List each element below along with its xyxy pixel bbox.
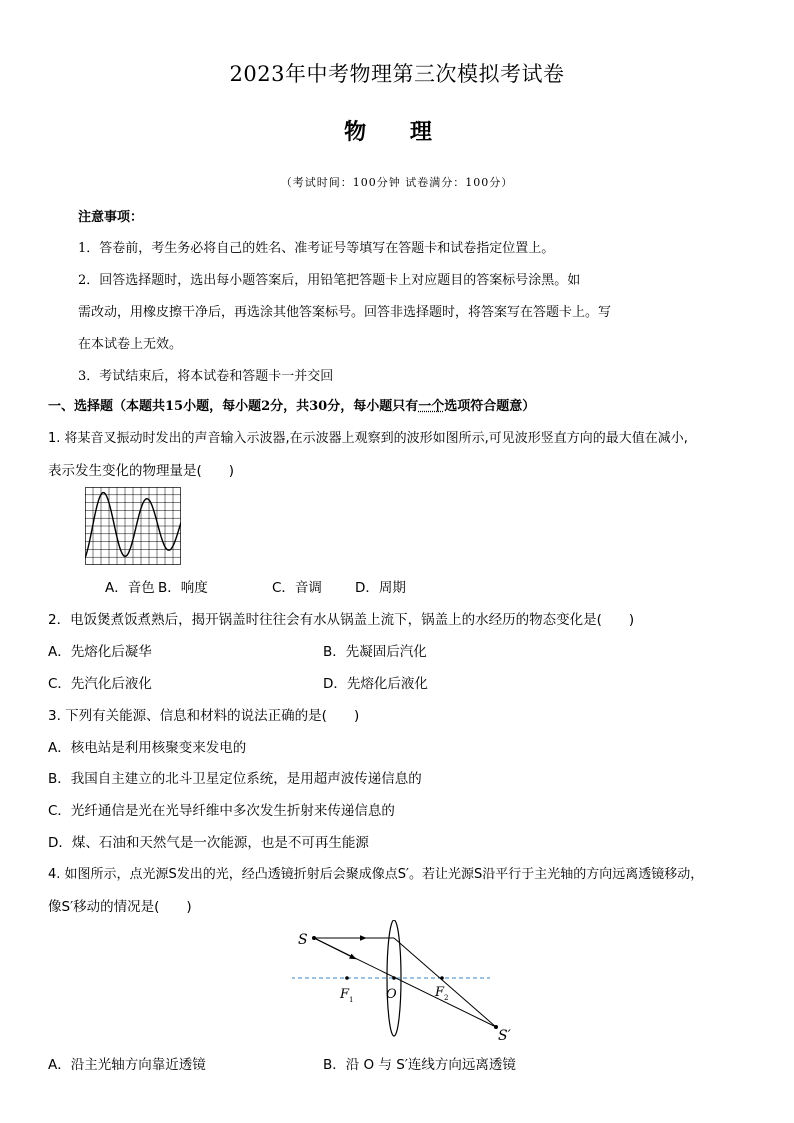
note-line: 在本试卷上无效。 (78, 337, 183, 352)
point-f1 (345, 976, 349, 980)
point-o (392, 976, 396, 980)
ray-center-arrow (314, 938, 354, 958)
label-s-prime: S′ (498, 1028, 511, 1044)
question-3-line-1: 3. 下列有关能源、信息和材料的说法正确的是( ) (48, 708, 360, 724)
note-line: 1．答卷前，考生务必将自己的姓名、准考证号等填写在答题卡和试卷指定位置上。 (78, 241, 555, 256)
q1-option-c: C．音调 (272, 580, 322, 596)
q2-option-c: C．先汽化后液化 (48, 676, 152, 692)
ray-refracted (394, 938, 496, 1027)
q1-option-a: A．音色 (105, 580, 155, 596)
q2-option-b: B．先凝固后汽化 (323, 644, 427, 660)
question-4-line-1: 4. 如图所示，点光源S发出的光，经凸透镜折射后会聚成像点S′。若让光源S沿平行于主光轴的方向远离透镜移动， (48, 867, 704, 882)
q3-option-a: A．核电站是利用核聚变来发电的 (48, 740, 247, 756)
label-s: S (298, 932, 308, 948)
section-heading-post: 选项符合题意） (444, 399, 536, 414)
label-o: O (386, 987, 397, 1002)
question-1-line-1: 1. 将某音叉振动时发出的声音输入示波器,在示波器上观察到的波形如图所示,可见波形竖直方向的最大值在减小, (48, 431, 688, 446)
note-line: 需改动，用橡皮擦干净后，再选涂其他答案标号。回答非选择题时，将答案写在答题卡上。写 (78, 305, 612, 320)
question-4-line-2: 像S′移动的情况是( ) (48, 899, 192, 915)
question-2-line-1: 2．电饭煲煮饭煮熟后，揭开锅盖时往往会有水从锅盖上流下，锅盖上的水经历的物态变化是( ) (48, 612, 635, 628)
label-f2: F (435, 985, 445, 1000)
note-line: 2．回答选择题时，选出每小题答案后，用铅笔把答题卡上对应题目的答案标号涂黑。如 (78, 273, 581, 288)
note-line: 3．考试结束后，将本试卷和答题卡一并交回 (78, 369, 334, 384)
subject-title: 物 理 (344, 119, 450, 145)
question-1-line-2: 表示发生变化的物理量是( ) (48, 463, 235, 479)
notes-title: 注意事项： (78, 210, 144, 225)
point-s (312, 936, 316, 940)
exam-info: （考试时间：100分钟 试卷满分：100分） (280, 176, 514, 189)
label-f1-sub: 1 (349, 996, 354, 1004)
point-f2 (440, 976, 444, 980)
section-heading-emph: 一个 (418, 399, 445, 414)
oscilloscope-waveform-figure (85, 487, 181, 565)
q4-option-a: A．沿主光轴方向靠近透镜 (48, 1057, 206, 1073)
q1-option-d: D．周期 (355, 580, 406, 596)
label-f2-sub: 2 (444, 994, 449, 1002)
section-heading (48, 395, 535, 414)
q2-option-d: D．先熔化后液化 (323, 676, 428, 692)
q2-option-a: A．先熔化后凝华 (48, 644, 152, 660)
q3-option-d: D．煤、石油和天然气是一次能源，也是不可再生能源 (48, 835, 369, 851)
q4-option-b: B．沿 O 与 S′连线方向远离透镜 (323, 1057, 516, 1073)
q1-option-b: B．响度 (158, 580, 208, 596)
convex-lens-ray-diagram (292, 920, 522, 1045)
label-f1: F (340, 987, 350, 1002)
section-heading-pre: 一、选择题（本题共15小题，每小题2分，共30分，每小题只有 (48, 399, 419, 414)
exam-title: 2023年中考物理第三次模拟考试卷 (229, 62, 565, 86)
q3-option-c: C．光纤通信是光在光导纤维中多次发生折射来传递信息的 (48, 803, 395, 819)
q3-option-b: B．我国自主建立的北斗卫星定位系统，是用超声波传递信息的 (48, 771, 422, 787)
